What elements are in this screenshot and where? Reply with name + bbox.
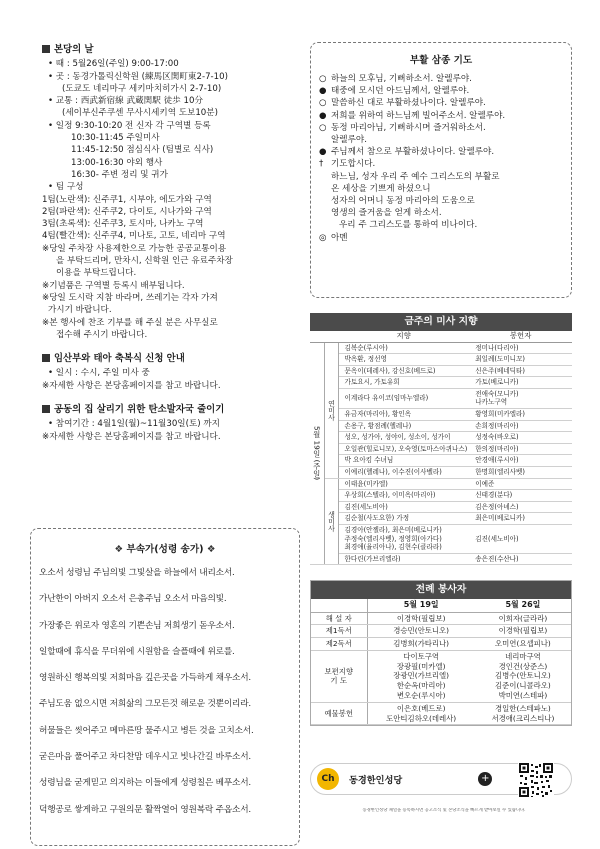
table-row [310, 501, 572, 513]
hymn-line: 가장좋은 위로자 영혼의 기쁜손님 저희생기 돋우소서. [39, 620, 235, 631]
intention-cell: 이예리(헬레나), 이수진(이사벨라) [338, 467, 469, 479]
offerer-cell: 김은정(아녜스) [469, 501, 572, 513]
prayer-line [319, 146, 563, 158]
channel-logo: Ch [317, 768, 339, 790]
table-row [310, 455, 572, 467]
text-line: ※당일 주차장 사용제한으로 가능한 공공교통이용 [42, 243, 227, 254]
text-line: • 일정 9:30-10:20 전 신자 각 구역별 등록 [48, 120, 211, 131]
intention-cell: 박옥환, 정선영 [338, 354, 469, 366]
section-blessing [42, 353, 300, 392]
col-offerer: 봉헌자 [469, 331, 572, 342]
prayer-line [319, 134, 563, 146]
table-row [311, 702, 571, 725]
intention-cell: 오일관(힐로니모), 오숙영(토마스아퀴나스) [338, 443, 469, 455]
prayer-marker-icon: ◎ [319, 232, 327, 243]
intention-cell: 김순철(사도요한) 가정 [338, 513, 469, 525]
prayer-text: 하느님, 성자 우리 주 예수 그리스도의 부활로 [331, 171, 500, 182]
table-row [310, 409, 572, 421]
role-cell: 제1독서 [311, 625, 367, 638]
intention-cell: 한다린(가브리엘라) [338, 553, 469, 565]
offerer-cell: 김진(세노비아) [469, 525, 572, 554]
prayer-marker-icon: ○ [319, 74, 327, 84]
intention-cell: 김복순(루시아) [338, 342, 469, 354]
prayer-text: 온 세상을 기쁘게 하셨으니 [331, 183, 431, 194]
text-line: • 참여기간 : 4월1일(월)~11월30일(토) 까지 [48, 419, 220, 430]
prayer-line [319, 232, 563, 244]
prayer-line [319, 183, 563, 195]
text-line: 13:00-16:30 야외 행사 [71, 157, 163, 168]
text-line: (도쿄도 네리마구 세키마치히가시 2-7-10) [62, 83, 222, 94]
table-row [310, 525, 572, 554]
section-title: 본당의 날 [42, 44, 300, 56]
volunteer-cell: 다이토구역 장광필(미카엘) 장광민(가브리엘) 한순옥(마리아) 변오순(루시아) [367, 650, 475, 702]
text-line: • 곳 : 동경가톨릭신학원 (練馬区関町東2-7-10) [48, 71, 228, 82]
offerer-cell: 전애숙(모니카) 나카노구역 [469, 388, 572, 408]
text-line: 이용을 부탁드립니다. [56, 268, 137, 279]
prayer-text: 성자의 어머니 동정 마리아의 도움으로 [331, 196, 475, 207]
text-line: 16:30- 주변 정리 및 귀가 [71, 169, 168, 180]
col-intention: 지향 [338, 331, 469, 342]
section-carbon [42, 404, 300, 443]
section-parish-day [42, 44, 300, 341]
text-line: ※기념품은 구역별 등록시 배부됩니다. [42, 280, 185, 291]
prayer-line [319, 97, 563, 109]
prayer-marker-icon: ● [319, 147, 327, 158]
intention-cell: 이태윤(미카엘) [338, 478, 469, 490]
offerer-cell: 손희정(마리아) [469, 420, 572, 432]
volunteer-cell: 이경학(필립보) [367, 612, 475, 625]
mass-category: 연미사 [324, 342, 338, 478]
text-line: 11:45-12:50 점심식사 (팀별로 식사) [71, 145, 214, 156]
intention-cell: 문옥이(데레사), 강신호(베드로) [338, 365, 469, 377]
prayer-text: 아멘 [331, 232, 348, 243]
offerer-cell: 신태경(분다) [469, 490, 572, 502]
prayer-text: 저희를 위하여 하느님께 빌어주소서. 알렐루야. [331, 110, 506, 121]
carbon-lines [42, 418, 300, 443]
volunteer-cell: 네리마구역 경인건(상준스) 김병수(안토니오) 김준이(니콜라오) 박미연(스테파) [475, 650, 571, 702]
square-bullet-icon [42, 405, 50, 413]
offerer-cell: 한의정(마리아) [469, 443, 572, 455]
text-line: ※본 행사에 찬조 기부를 해 주실 분은 사무실로 [42, 317, 218, 328]
offerer-cell: 한명희(엘리사벳) [469, 467, 572, 479]
blessing-lines [42, 367, 300, 392]
prayer-line [319, 158, 563, 170]
mass-intentions [310, 313, 572, 565]
hymn-lines [39, 567, 291, 816]
channel-name: 동경한인성당 [349, 775, 403, 786]
intention-cell: 이계라다 유이코(임마누엘라) [338, 388, 469, 408]
add-channel-button[interactable]: + [478, 772, 492, 786]
role-cell: 해 설 자 [311, 612, 367, 625]
table-row [310, 443, 572, 455]
intention-cell: 김경아(안젤라), 최은미(베로니카) 주정숙(엘리사벳), 정영희(아가다) 최경애(율리아나), 김현수(클라라) [338, 525, 469, 554]
volunteer-cell: 경승민(안토니오) [367, 625, 475, 638]
section-title: 임산부와 태아 축복식 신청 안내 [42, 353, 300, 365]
volunteer-cell: 이경학(필립보) [475, 625, 571, 638]
table-row [310, 490, 572, 502]
square-bullet-icon [42, 45, 50, 53]
volunteer-cell: 이은호(베드로) 도안티김하오(데레사) [367, 702, 475, 725]
hymn-line: 영원하신 행복의빛 저희마음 깊은곳을 가득하게 채우소서. [39, 673, 251, 684]
parish-day-lines [42, 58, 300, 341]
table-row [310, 513, 572, 525]
prayer-marker-icon: † [319, 159, 324, 170]
left-column [42, 44, 300, 443]
mass-category: 생미사 [324, 478, 338, 565]
prayer-line [319, 207, 563, 219]
hymn-line: 일할때에 휴식을 무더위에 시원함을 슬플때에 위로를. [39, 646, 235, 657]
prayer-text: 동정 마리아님, 기뻐하시며 즐거워하소서. [331, 122, 486, 133]
offerer-cell: 이예준 [469, 478, 572, 490]
text-line: ※당일 도시락 지참 바라며, 쓰레기는 각자 가져 [42, 292, 218, 303]
table-row [310, 388, 572, 408]
offerer-cell: 안경애(루시아) [469, 455, 572, 467]
date-label: 5월 19일 (주일) [310, 342, 324, 565]
intention-cell: 성오, 성가아, 성야이, 성소이, 성가이 [338, 432, 469, 444]
hymn-box [30, 528, 300, 846]
text-line: ※자세한 사항은 본당홈페이지를 참고 바랍니다. [42, 431, 221, 442]
text-line: 가시기 바랍니다. [48, 305, 112, 316]
intention-cell: 우상희(스텔라), 이미옥(마리아) [338, 490, 469, 502]
hymn-line: 성령님을 굳게믿고 의지하는 이들에게 성령칠은 베푸소서. [39, 778, 251, 789]
square-bullet-icon [42, 354, 50, 362]
prayer-line [319, 195, 563, 207]
liturgy-title: 전례 봉사자 [311, 581, 571, 599]
easter-prayer-box [310, 42, 572, 298]
volunteer-cell: 김병희(가타리나) [367, 638, 475, 651]
role-cell: 예물봉헌 [311, 702, 367, 725]
prayer-line [319, 122, 563, 134]
prayer-text: 기도합시다. [331, 159, 376, 170]
text-line: 4팀(빨간색): 신주쿠4, 미나토, 고토, 네리마 구역 [42, 231, 226, 242]
prayer-marker-icon: ● [319, 110, 327, 121]
intention-cell: 가토요시, 가토유희 [338, 377, 469, 389]
prayer-text: 영생의 즐거움을 얻게 하소서. [331, 208, 442, 219]
text-line: 10:30-11:45 주일미사 [71, 133, 160, 144]
hymn-line: 허물들은 씻어주고 메마른땅 물주시고 병든 것을 고치소서. [39, 725, 254, 736]
prayer-line [319, 73, 563, 85]
text-line: 을 부탁드리며, 만차시, 신학원 인근 유료주차장 [56, 256, 233, 267]
offerer-cell: 황영희(미카엘라) [469, 409, 572, 421]
prayer-line [319, 171, 563, 183]
intention-cell: 박 요아킴 수녀님 [338, 455, 469, 467]
offerer-cell: 최일례(도미니꼬) [469, 354, 572, 366]
prayer-text: 알렐루야. [331, 135, 367, 146]
easter-lines [319, 73, 563, 244]
table-row [310, 377, 572, 389]
col-date-a: 5월 19일 [367, 599, 475, 612]
prayer-marker-icon: ○ [319, 98, 327, 109]
table-row [311, 625, 571, 638]
text-line: 2팀(파란색): 신주쿠2, 다이토, 시나가와 구역 [42, 206, 212, 217]
offerer-cell: 신은주(베네딕타) [469, 365, 572, 377]
table-row [311, 650, 571, 702]
diamond-icon: ❖ [114, 544, 124, 555]
table-row [310, 553, 572, 565]
prayer-text: 주님께서 참으로 부활하셨나이다. 알렐루야. [331, 147, 495, 158]
liturgy-volunteers [310, 580, 572, 726]
hymn-line: 주님도움 없으시면 저희삶의 그모든것 해로운 것뿐이리라. [39, 699, 251, 710]
offerer-cell: 성정숙(바오로) [469, 432, 572, 444]
qr-code-icon[interactable] [518, 762, 554, 798]
text-line: (세이부신주쿠센 무사시세키역 도보10분) [62, 108, 218, 119]
table-row [310, 365, 572, 377]
prayer-text: 우리 주 그리스도를 통하여 비나이다. [339, 220, 478, 231]
hymn-line: 가난한이 아버지 오소서 은총주님 오소서 마음의빛. [39, 594, 227, 605]
text-line: 1팀(노란색): 신주쿠1, 시부야, 에도가와 구역 [42, 194, 212, 205]
text-line: • 때 : 5월26일(주일) 9:00-17:00 [48, 59, 179, 70]
section-title: 공동의 집 살리기 위한 탄소발자국 줄이기 [42, 404, 300, 416]
table-row [311, 638, 571, 651]
channel-note: 동경한인성당 채널을 등록하시면 공고소식 및 본당소식을 빠르게 받아보실 수 있습니다. [362, 808, 526, 813]
hymn-line: 오소서 성령님 주님의빛 그빛살을 하늘에서 내리소서. [39, 568, 235, 578]
volunteer-cell: 이희자(글라라) [475, 612, 571, 625]
text-line: • 팀 구성 [48, 182, 84, 193]
role-cell: 제2독서 [311, 638, 367, 651]
prayer-text: 하늘의 모후님, 기뻐하소서. 알렐루야. [331, 74, 472, 84]
mass-title: 금주의 미사 지향 [310, 313, 572, 331]
liturgy-table [311, 599, 571, 725]
text-line: • 일시 : 수시, 주일 미사 중 [48, 368, 150, 379]
text-line: • 교통 : 西武新宿線 武蔵関駅 徒歩 10分 [48, 96, 204, 107]
offerer-cell: 송은진(수산나) [469, 553, 572, 565]
offerer-cell: 최은미(베로니카) [469, 513, 572, 525]
prayer-line [319, 85, 563, 97]
intention-cell: 손용구, 황점례(헬레나) [338, 420, 469, 432]
table-row [310, 420, 572, 432]
volunteer-cell: 경일한(스테파노) 서경애(크리스티나) [475, 702, 571, 725]
table-row [310, 478, 572, 490]
hymn-line: 덕행공로 쌓게하고 구원의문 활짝열어 영원복락 주옵소서. [39, 804, 251, 815]
text-line: 3팀(초록색): 신주쿠3, 토시마, 나카노 구역 [42, 219, 204, 230]
prayer-text: 태중에 모시던 아드님께서, 알렐루야. [331, 86, 470, 97]
volunteer-cell: 오미연(요셉피나) [475, 638, 571, 651]
prayer-marker-icon: ● [319, 86, 327, 97]
offerer-cell: 정미나(다리아) [469, 342, 572, 354]
easter-title: 부활 삼종 기도 [409, 55, 473, 66]
offerer-cell: 가토(베로니카) [469, 377, 572, 389]
mass-table [310, 331, 572, 565]
table-row [310, 354, 572, 366]
prayer-marker-icon: ○ [319, 122, 327, 133]
intention-cell: 유금자(마리아), 황인옥 [338, 409, 469, 421]
role-cell: 보편지향 기 도 [311, 650, 367, 702]
hymn-line: 굳은마음 풀어주고 차디찬맘 데우시고 빗나간길 바루소서. [39, 752, 251, 763]
text-line: 접수해 주시기 바랍니다. [56, 329, 148, 340]
table-row [310, 432, 572, 444]
table-row [311, 612, 571, 625]
prayer-line [319, 219, 563, 231]
diamond-icon: ❖ [206, 544, 216, 555]
text-line: ※자세한 사항은 본당홈페이지를 참고 바랍니다. [42, 380, 221, 391]
hymn-title: ❖ 부속가(성령 송가) ❖ [114, 544, 216, 555]
prayer-line [319, 110, 563, 122]
prayer-text: 말씀하신 대로 부활하셨나이다. 알렐루야. [331, 98, 486, 109]
intention-cell: 김진(세노비아) [338, 501, 469, 513]
table-row [310, 342, 572, 354]
col-date-b: 5월 26일 [475, 599, 571, 612]
table-row [310, 467, 572, 479]
